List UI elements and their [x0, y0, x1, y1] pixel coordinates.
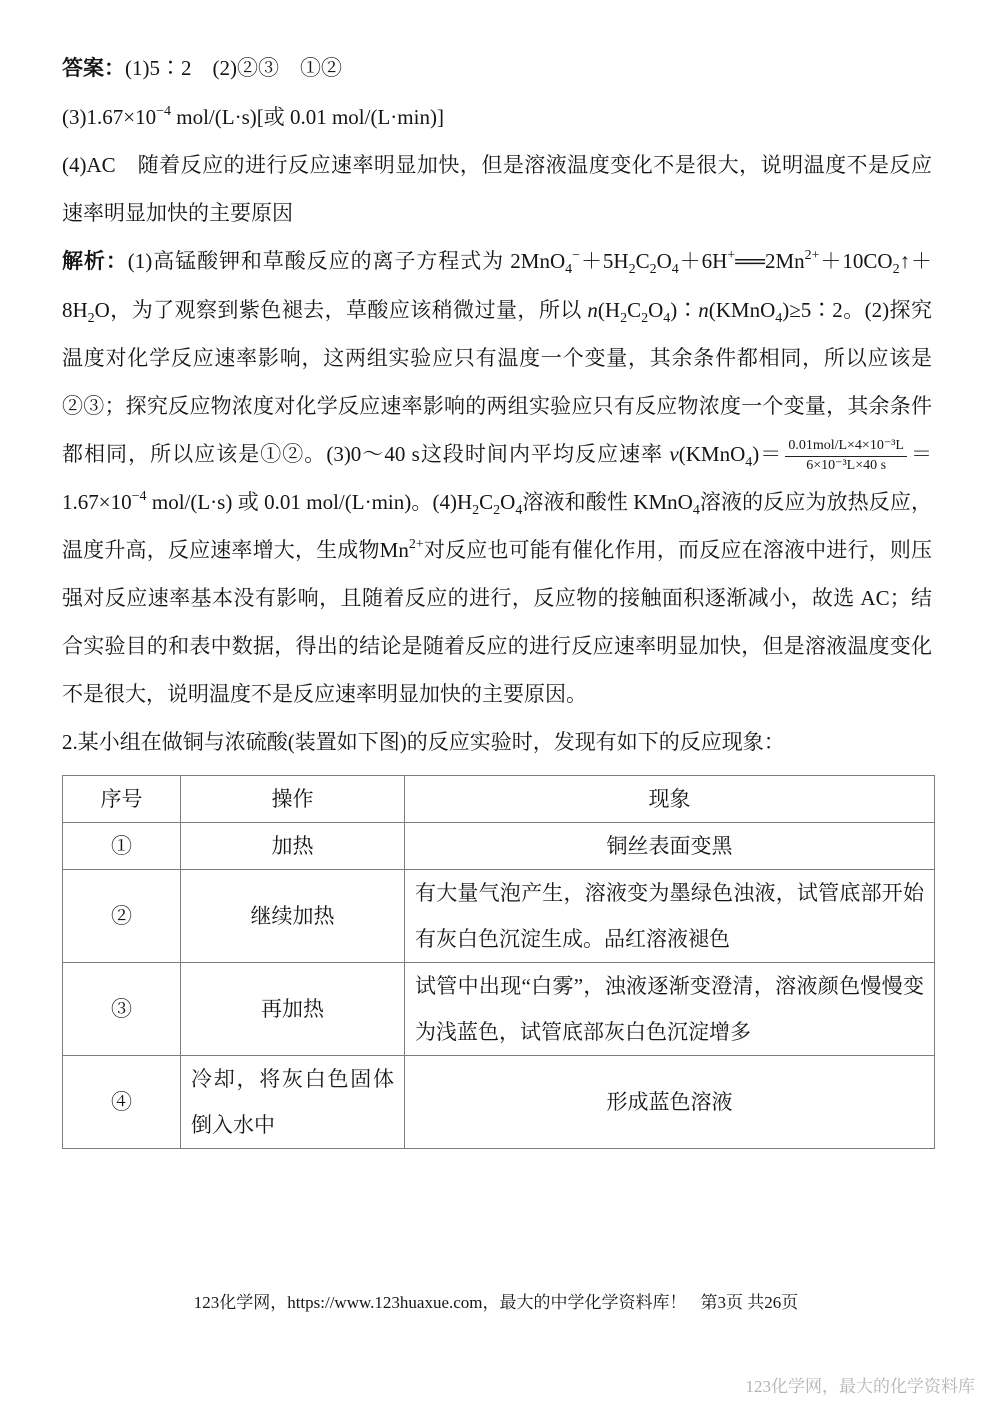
watermark-text: 123化学网，最大的化学资料库 [745, 1377, 975, 1396]
table-row [63, 1056, 935, 1149]
footer-page-number: 第3页 共26页 [700, 1293, 799, 1312]
header-phenomenon: 现象 [405, 776, 935, 823]
observation-table [62, 775, 935, 1149]
table-row [63, 823, 935, 870]
row4-operation: 冷却，将灰白色固体倒入水中 [181, 1056, 405, 1149]
row3-operation: 再加热 [181, 963, 405, 1056]
footer-site-info: 123化学网，https://www.123huaxue.com，最大的中学化学资料库！ [193, 1293, 687, 1312]
answer-line-1: 答案：(1)5∶2 (2)②③ ①② [62, 56, 342, 80]
header-operation: 操作 [181, 776, 405, 823]
analysis-paragraph: 解析：(1)高锰酸钾和草酸反应的离子方程式为 $2MnO_4^-+5H_2C_2O_4+6H^+══2Mn^{2+}+10CO_2↑+8H_2O$，为了观察到紫色褪去，草酸应该稍微过量，所以 $n(H_2C_2O_4)∶n(KMnO_4)\ge 5∶2$。(2)探究温度对化学反应速率影响，这两组实验应只有温度一个变量，其余条件都相同，所以应该是②③；探究反应物浓度对化学反应速率影响的两组实验应只有反应物浓度一个变量，其余条件都相同，所以应该是①②。(3)0～40 s这段时间内平均反应速率 v(KMnO$_4$)＝ $\frac{\text{0.01mol/L×4×10⁻³L}}{\text{6×10⁻³L×40 s}}$ $=1.67\times 10^{-4}$ mol/(L·s) 或 0.01 mol/(L·min)。$(4)H_2C_2O_4$溶液和酸性 KMnO$_4$溶液的反应为放热反应，温度升高，反应速率增大，生成物$Mn^{2+}$对反应也可能有催化作用，而反应在溶液中进行，则压强对反应速率基本没有影响，且随着反应的进行，反应物的接触面积逐渐减小，故选 AC；结合实验目的和表中数据，得出的结论是随着反应的进行反应速率明显加快，但是溶液温度变化不是很大，说明温度不是反应速率明显加快的主要原因。 [62, 248, 933, 706]
row1-ordinal: ① [63, 823, 181, 870]
row4-phenomenon: 形成蓝色溶液 [405, 1056, 935, 1149]
answer-line-3: $(3)1.67\times 10^{-4}$ mol/(L·s)[或 0.01 mol/(L·min)] [62, 104, 444, 129]
question-2: 2.某小组在做铜与浓硫酸(装置如下图)的反应实验时，发现有如下的反应现象： [62, 730, 785, 754]
row2-phenomenon: 有大量气泡产生，溶液变为墨绿色浊液，试管底部开始有灰白色沉淀生成。品红溶液褪色 [405, 870, 935, 963]
answer-line-4: (4)AC 随着反应的进行反应速率明显加快，但是溶液温度变化不是很大，说明温度不是反应速率明显加快的主要原因 [62, 153, 932, 225]
row2-operation: 继续加热 [181, 870, 405, 963]
row1-phenomenon: 铜丝表面变黑 [405, 823, 935, 870]
row3-ordinal: ③ [63, 963, 181, 1056]
row3-phenomenon: 试管中出现“白雾”，浊液逐渐变澄清，溶液颜色慢慢变为浅蓝色，试管底部灰白色沉淀增多 [405, 963, 935, 1056]
table-header-row [63, 776, 935, 823]
table-row [63, 963, 935, 1056]
row2-ordinal: ② [63, 870, 181, 963]
row1-operation: 加热 [181, 823, 405, 870]
page-footer [0, 1288, 992, 1313]
header-ordinal: 序号 [63, 776, 181, 823]
table-row [63, 870, 935, 963]
page-content [62, 44, 932, 1149]
row4-ordinal: ④ [63, 1056, 181, 1149]
